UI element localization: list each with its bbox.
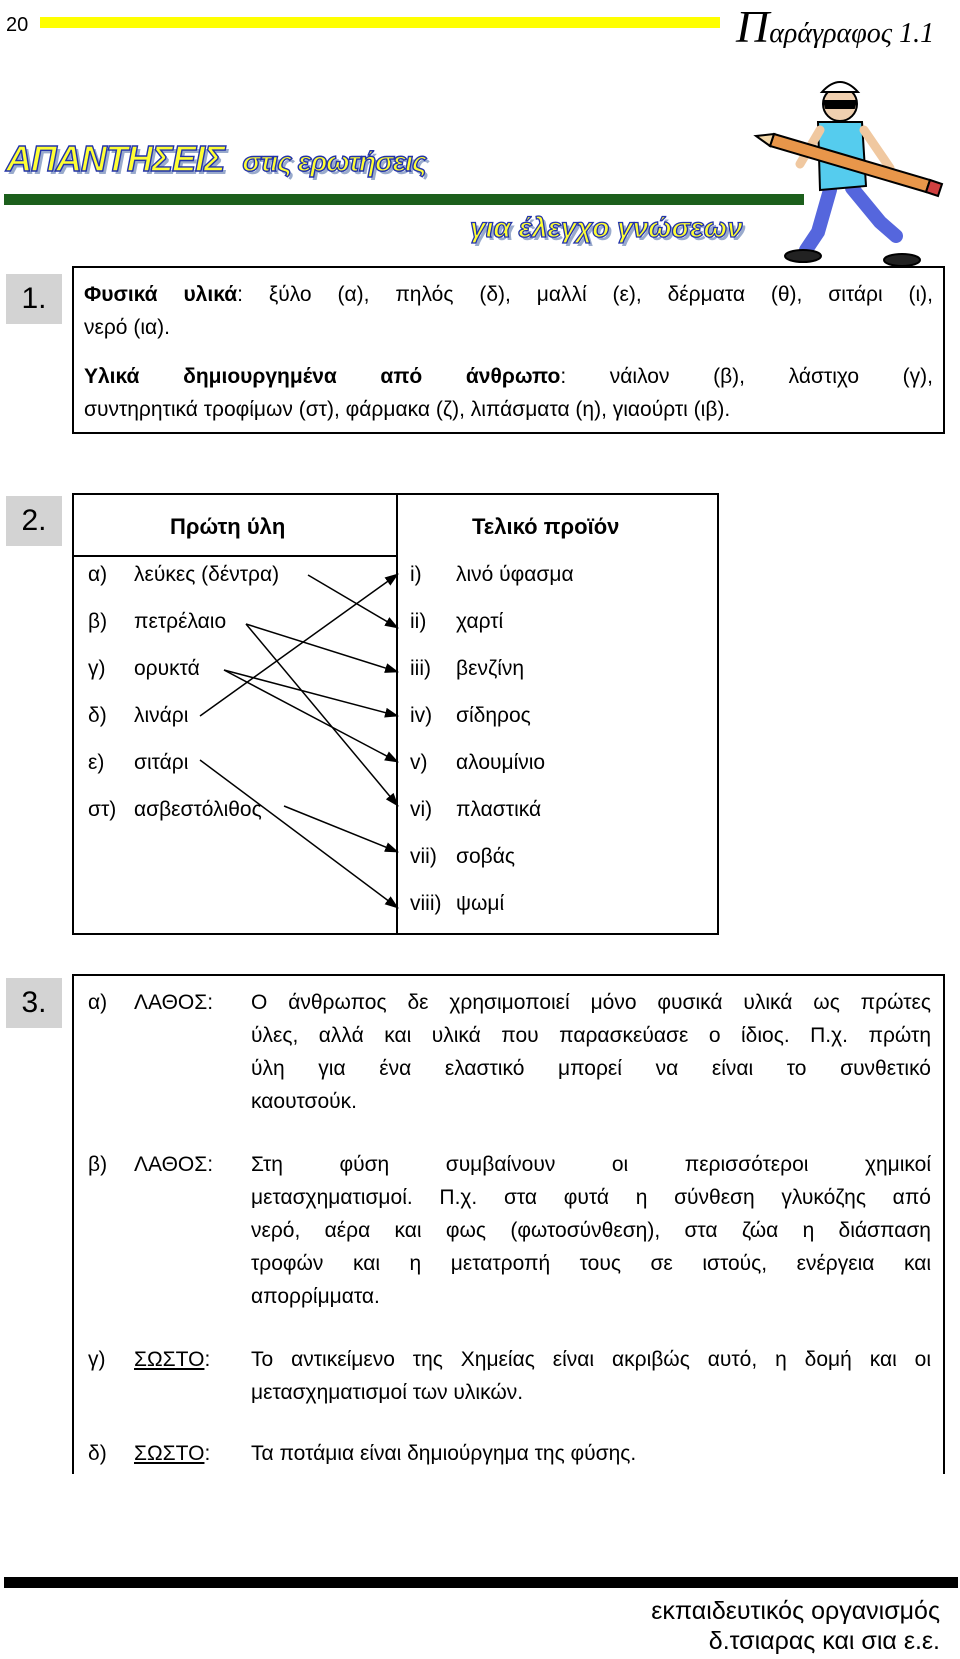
q3-item-verdict	[134, 1148, 213, 1181]
raw-material-label: δ)	[88, 704, 107, 727]
product-name: λινό ύφασμα	[456, 563, 574, 586]
q3-item-verdict	[134, 986, 213, 1019]
product-name: βενζίνη	[456, 657, 525, 680]
q3-item-letter: β)	[88, 1153, 108, 1176]
q3-item-line: μετασχηματισμοί. Π.χ. στα φυτά η σύνθεση γλυκόζης από	[251, 1186, 931, 1209]
raw-material-name: λεύκες (δέντρα)	[134, 563, 280, 586]
q3-item-verdict	[134, 1437, 210, 1470]
answers-banner-big: ΑΠΑΝΤΗΣΕΙΣ	[6, 138, 225, 179]
raw-material-name: πετρέλαιο	[134, 610, 227, 633]
q3-item-letter: α)	[88, 991, 108, 1014]
product-name: χαρτί	[456, 610, 504, 633]
product-label: i)	[410, 563, 422, 586]
product-label: iii)	[410, 657, 431, 680]
raw-material-name: σιτάρι	[134, 751, 189, 774]
product-name: ψωμί	[456, 892, 505, 915]
footer-line1: εκπαιδευτικός οργανισμός	[651, 1597, 940, 1625]
q3-item-line: Το αντικείμενο της Χημείας είναι ακριβώς αυτό, η δομή και οι	[251, 1348, 931, 1371]
product-name: σοβάς	[456, 845, 515, 868]
cartoon-figure	[756, 82, 942, 266]
raw-material-name: ασβεστόλιθος	[134, 798, 262, 821]
product-label: iv)	[410, 704, 433, 727]
q3-item-line: ύλες, αλλά και υλικά που παρασκεύασε ο ίδιος. Π.χ. πρώτη	[251, 1024, 931, 1047]
product-name: σίδηρος	[456, 704, 531, 727]
footer-bar	[4, 1577, 958, 1588]
q3-item-line: ύλη για ένα ελαστικό μπορεί να είναι το συνθετικό	[251, 1057, 931, 1080]
q2-right-header: Τελικό προϊόν	[472, 514, 620, 539]
q3-item-line: απορρίμματα.	[251, 1285, 380, 1308]
q3-verdict-text: ΣΩΣΤΟ	[134, 1348, 205, 1371]
q2-column-divider	[396, 493, 398, 935]
product-label: v)	[410, 751, 428, 774]
q1-manmade-label: Υλικά δημιουργημένα από άνθρωπο	[84, 365, 561, 388]
product-name: αλουμίνιο	[456, 751, 546, 774]
raw-material-label: α)	[88, 563, 108, 586]
q3-verdict-colon: :	[204, 1442, 211, 1465]
q2-left-header: Πρώτη ύλη	[170, 514, 286, 539]
q3-item-letter: γ)	[88, 1348, 106, 1371]
answers-banner-line2: για έλεγχο γνώσεων	[470, 212, 743, 243]
q3-item-line: τροφών και η μετατροπή τους σε ιστούς, ενέργεια και	[251, 1252, 931, 1275]
product-label: vii)	[410, 845, 437, 868]
q1-line2: νερό (ια).	[84, 316, 170, 339]
section-title-rest: αράγραφος 1.1	[769, 18, 935, 49]
product-name: πλαστικά	[456, 798, 542, 821]
q1-manmade-text-a: : νάιλον (β), λάστιχο (γ),	[560, 365, 933, 388]
q3-item-letter: δ)	[88, 1442, 107, 1465]
q3-verdict-text: ΛΑΘΟΣ	[134, 991, 208, 1014]
product-label: vi)	[410, 798, 433, 821]
raw-material-name: λινάρι	[134, 704, 189, 727]
q3-verdict-colon: :	[207, 991, 214, 1014]
q1-natural-text-a: : ξύλο (α), πηλός (δ), μαλλί (ε), δέρματα (θ), σιτάρι (ι),	[237, 283, 933, 306]
q3-item-verdict	[134, 1343, 210, 1376]
q3-item-line: νερό, αέρα και φως (φωτοσύνθεση), στα ζώα η διάσπαση	[251, 1219, 931, 1242]
raw-material-label: β)	[88, 610, 108, 633]
product-label: ii)	[410, 610, 427, 633]
question-number-3: 3.	[6, 978, 62, 1028]
footer-line2: δ.τσιαρας και σια ε.ε.	[708, 1627, 940, 1655]
q3-item-line: μετασχηματισμοί των υλικών.	[251, 1381, 524, 1404]
q1-natural-label: Φυσικά υλικά	[84, 283, 238, 306]
q1-line4: συντηρητικά τροφίμων (στ), φάρμακα (ζ), λιπάσματα (η), γιαούρτι (ιβ).	[84, 398, 731, 421]
q3-verdict-text: ΛΑΘΟΣ	[134, 1153, 208, 1176]
q3-item-line: Στη φύση συμβαίνουν οι περισσότεροι χημικοί	[251, 1153, 931, 1176]
q3-verdict-colon: :	[204, 1348, 211, 1371]
q3-verdict-colon: :	[207, 1153, 214, 1176]
raw-material-name: ορυκτά	[134, 657, 200, 680]
section-title	[736, 0, 934, 53]
answers-banner-small: στις ερωτήσεις	[242, 146, 426, 177]
q3-item-line: Ο άνθρωπος δε χρησιμοποιεί μόνο φυσικά υλικά ως πρώτες	[251, 991, 931, 1014]
page-number: 20	[6, 14, 29, 36]
section-title-initial: Π	[736, 1, 770, 52]
raw-material-label: στ)	[88, 798, 117, 821]
raw-material-label: γ)	[88, 657, 106, 680]
q3-item-line: Τα ποτάμια είναι δημιούργημα της φύσης.	[251, 1442, 637, 1465]
question-number-1: 1.	[6, 274, 62, 324]
product-label: viii)	[410, 892, 442, 915]
raw-material-label: ε)	[88, 751, 105, 774]
question-number-2: 2.	[6, 496, 62, 546]
q3-item-line: καουτσούκ.	[251, 1090, 358, 1113]
q3-verdict-text: ΣΩΣΤΟ	[134, 1442, 205, 1465]
